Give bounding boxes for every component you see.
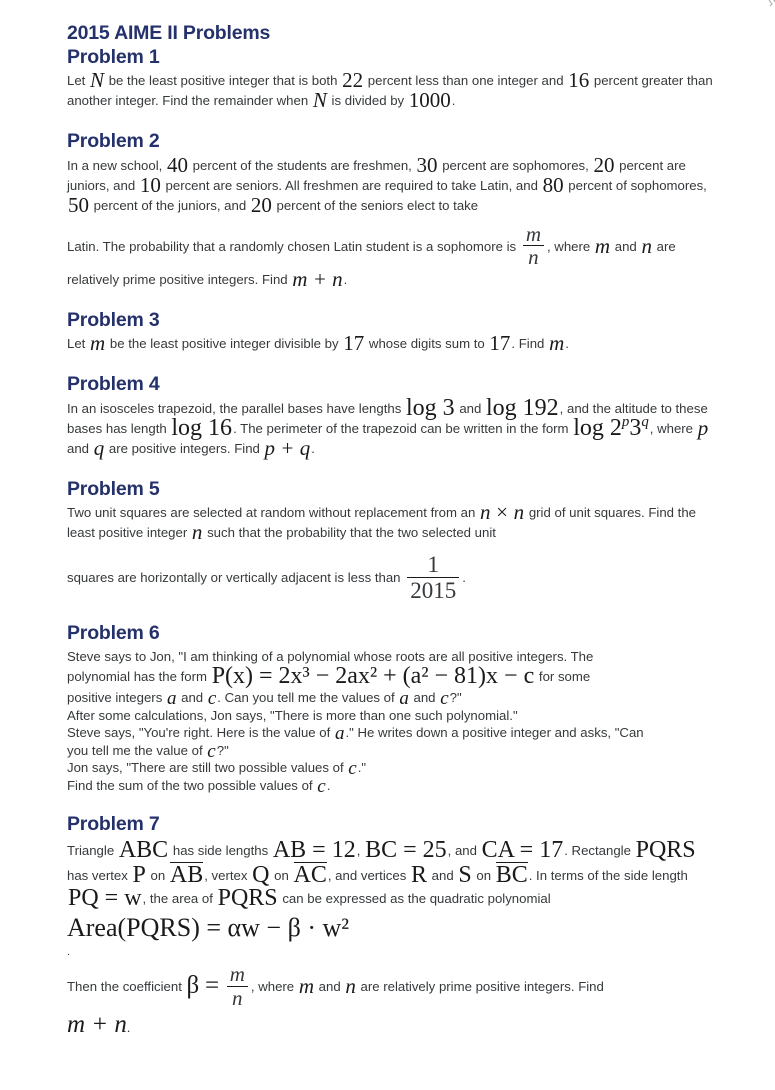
p7-rectangle-PQRS-1: PQRS (635, 837, 696, 864)
p7-seg-e: . (564, 843, 568, 859)
p2-seg-j: , where (546, 238, 591, 254)
p5-seg-f: . (462, 570, 466, 586)
p2-fraction-m-over-n (523, 221, 544, 270)
p4-seg-d: altitude to these bases has length (67, 400, 708, 436)
p7-side-length-PQ: PQ = w (68, 885, 142, 912)
p7-length-AB: AB = 12 (272, 837, 356, 864)
p7-fraction-m-over-n (227, 964, 248, 1009)
p1-seg-e: is divided by (331, 93, 405, 109)
p6-seg-l3a: positive integers (67, 690, 163, 706)
p2-var-n: n (641, 233, 652, 258)
p7-seg-k: , and vertices (327, 868, 407, 884)
p7-seg-u: are relatively prime positive integers. Find (360, 979, 604, 995)
problem-1-heading: Problem 1 (67, 45, 160, 68)
p2-value-50: 50 (68, 192, 89, 217)
p6-seg-l2a: polynomial has the form (67, 669, 208, 685)
p1-seg-f: . (451, 93, 456, 109)
p7-seg-i: , vertex (204, 868, 248, 884)
p7-seg-a: Triangle (67, 843, 115, 859)
corner-watermark-fragment-icon (745, 0, 775, 20)
p1-value-1000: 1000 (408, 88, 451, 113)
p2-expr-m-plus-n: m + n (292, 266, 343, 291)
problem-5-heading: Problem 5 (67, 477, 160, 500)
p6-var-c-2: c (440, 688, 449, 710)
problem-7-text-cont (67, 962, 715, 1010)
p6-var-a-1: a (166, 688, 177, 710)
p6-var-c-4: c (348, 758, 357, 780)
problem-6-line-4 (67, 707, 715, 725)
p2-frac-numerator: m (525, 221, 541, 246)
p6-seg-l3b: and (181, 690, 204, 706)
p7-length-BC: BC = 25 (365, 837, 447, 864)
p5-seg-c: squares. Find the least positive integer (67, 505, 696, 541)
p2-seg-k: and (614, 238, 637, 254)
p7-vertex-Q: Q (252, 862, 270, 889)
p2-value-20: 20 (593, 152, 615, 177)
p2-var-m: m (594, 233, 611, 258)
p1-var-N-1: N (90, 68, 105, 93)
p4-exponent-q: q (641, 413, 649, 430)
p4-seg-c: , and the (559, 400, 611, 416)
p7-vertex-P: P (132, 862, 146, 889)
p7-stray-period: . (67, 946, 71, 959)
p4-log-base: log 2 (573, 414, 622, 441)
p2-value-10: 10 (139, 172, 161, 197)
p6-var-c-1: c (207, 688, 217, 710)
p4-expr-p-plus-q: p + q (264, 435, 311, 460)
p4-expr-log3: log 3 (405, 394, 455, 421)
problem-7-heading: Problem 7 (67, 813, 160, 836)
p6-var-a-3: a (334, 723, 345, 745)
p7-var-n: n (345, 974, 356, 999)
p2-value-40: 40 (166, 152, 188, 177)
p2-seg-b: percent of the students are freshmen, (192, 157, 412, 173)
p2-value-80: 80 (542, 172, 564, 197)
p7-expr-m-plus-n: m + n. (67, 1011, 131, 1039)
p2-seg-c: percent are sophomores, (442, 157, 589, 173)
p2-seg-f: percent of sophomores, (568, 177, 707, 193)
p7-segment-AC: AC (293, 862, 327, 889)
problem-3-text (67, 331, 715, 356)
p1-seg-c: percent less than one integer and (367, 73, 564, 89)
p4-exponent-p: p (621, 413, 630, 430)
p1-value-16: 16 (568, 68, 590, 93)
p2-value-30: 30 (416, 152, 438, 177)
p4-var-q: q (93, 435, 105, 460)
p7-seg-h: on (150, 868, 166, 884)
p4-expr-log16: log 16 (171, 414, 233, 441)
p3-value-17-2: 17 (489, 331, 511, 356)
p6-seg-l7a: Jon says, "There are still two possible values of (67, 760, 344, 776)
p7-seg-s: , where (250, 979, 295, 995)
p7-var-m: m (298, 974, 314, 999)
p7-area-equation: Area(PQRS) = αw − β · w² (67, 913, 350, 943)
p3-var-m-2: m (549, 331, 565, 356)
p4-seg-h: and (67, 440, 90, 456)
p7-seg-b: has side lengths (172, 843, 269, 859)
p4-seg-f: form (542, 420, 569, 436)
problem-6-line-6 (67, 742, 715, 760)
p7-frac-numerator: m (229, 962, 245, 987)
problems-container (67, 22, 715, 1039)
p7-coefficient-beta: β (186, 972, 200, 1000)
problem-4-text (67, 394, 715, 460)
p7-seg-d: , and (447, 843, 477, 859)
p4-seg-b: and (459, 400, 482, 416)
p6-seg-l5b: ." He writes down a positive integer and asks, "Can (345, 725, 644, 741)
p7-vertex-S: S (458, 862, 472, 889)
p1-seg-d: percent greater than another integer. Find the remainder when (67, 73, 713, 109)
p6-seg-l2b: for some (538, 669, 591, 685)
p5-var-n-3: n (191, 520, 203, 545)
p1-seg-a: Let (67, 73, 86, 89)
p7-frac-denominator: n (227, 986, 248, 1009)
p2-seg-g: percent of the juniors, and (93, 197, 247, 213)
p5-seg-a: Two unit squares are selected at random without replacement from an (67, 505, 476, 521)
p5-seg-d: such that the probability that the two selected unit (207, 525, 496, 541)
p6-seg-l1: Steve says to Jon, "I am thinking of a polynomial whose roots are all positive integers. The (67, 648, 594, 664)
problem-7-text (67, 839, 715, 910)
p4-three: 3 (629, 414, 642, 441)
p6-polynomial-equation: P(x) = 2x³ − 2ax² + (a² − 81)x − c (211, 663, 535, 690)
p2-value-20b: 20 (250, 192, 272, 217)
p7-seg-m: on (476, 868, 492, 884)
p6-seg-l4: After some calculations, Jon says, "There is more than one such polynomial." (67, 707, 518, 723)
p2-seg-a: In a new school, (67, 157, 163, 173)
problem-6-line-5 (67, 723, 715, 745)
p6-seg-l3d: and (413, 690, 436, 706)
problem-2-text-cont (67, 221, 715, 291)
p2-seg-e: percent are seniors. All freshmen are required to take Latin, and (165, 177, 538, 193)
p7-seg-n: . In terms of the side length (528, 868, 688, 884)
p5-var-n-2: n (513, 500, 525, 525)
problem-2-heading: Problem 2 (67, 130, 160, 153)
p7-seg-f: Rectangle (571, 843, 631, 859)
p6-var-c-5: c (317, 775, 326, 797)
p5-fraction-1-over-2015 (407, 553, 459, 602)
p6-var-a-2: a (399, 688, 409, 710)
p3-seg-a: Let (67, 336, 86, 352)
p7-seg-q: expressed as the quadratic polynomial (325, 891, 551, 907)
problem-6-heading: Problem 6 (67, 622, 160, 645)
p3-seg-c: whose digits sum to (368, 336, 485, 352)
p4-var-p: p (697, 415, 709, 440)
p6-seg-l8a: Find the sum of the two possible values of (67, 777, 313, 793)
p4-expr-log192: log 192 (486, 394, 559, 421)
p6-seg-l7b: ." (357, 760, 367, 776)
p4-seg-g: , where (649, 420, 694, 436)
p7-equals-sign: = (204, 972, 220, 1000)
p4-seg-a: In an isosceles trapezoid, the parallel bases have lengths (67, 400, 402, 416)
p6-seg-l6a: you tell me the value of (67, 742, 203, 758)
p7-triangle-ABC: ABC (118, 837, 169, 864)
p6-seg-l8b: . (326, 777, 331, 793)
p7-seg-j: on (274, 868, 289, 884)
p7-seg-r: Then the coefficient (67, 979, 182, 995)
p2-seg-i: Latin. The probability that a randomly chosen Latin student is a sophomore is (67, 238, 517, 254)
p5-frac-numerator: 1 (427, 552, 439, 578)
page-title: 2015 AIME II Problems (67, 22, 271, 44)
p4-expr-log-2p3q (572, 415, 650, 441)
p7-seg-g: has vertex (67, 868, 128, 884)
problem-2-text (67, 152, 715, 217)
p3-seg-d: . Find (511, 336, 545, 352)
p3-value-17-1: 17 (343, 331, 365, 356)
p7-rectangle-PQRS-2: PQRS (217, 885, 278, 912)
p1-var-N-2: N (312, 88, 327, 113)
p7-seg-l: and (431, 868, 454, 884)
p7-seg-c: , (356, 843, 361, 859)
p5-seg-b: grid of unit (528, 505, 591, 521)
p7-seg-p: can be (282, 891, 322, 907)
p2-seg-h: percent of the seniors elect to take (276, 197, 479, 213)
p5-frac-denominator: 2015 (407, 577, 459, 602)
p2-seg-d: percent are juniors, and (67, 157, 686, 193)
problem-5-text (67, 500, 715, 545)
p3-var-m-1: m (90, 331, 106, 356)
problem-6-line-3 (67, 688, 715, 710)
p2-frac-denominator: n (523, 245, 544, 268)
p7-vertex-R: R (410, 862, 427, 889)
p6-seg-l5a: Steve says, "You're right. Here is the value of (67, 725, 331, 741)
problem-6-line-8 (67, 777, 715, 795)
p5-var-n-1: n (479, 500, 491, 525)
problem-4-heading: Problem 4 (67, 373, 160, 396)
p1-value-22: 22 (342, 68, 364, 93)
problem-5-text-cont (67, 554, 715, 603)
p2-seg-m2: . (343, 271, 348, 287)
problem-6-line-7 (67, 758, 715, 780)
p4-seg-i: are positive integers. Find (108, 440, 260, 456)
problem-1-text (67, 68, 715, 113)
p7-seg-t: and (318, 979, 341, 995)
p7-seg-o: , the area of (142, 891, 213, 907)
p5-seg-e: squares are horizontally or vertically adjacent is less than (67, 570, 401, 586)
p4-seg-e: . The perimeter of the trapezoid can be written in the (233, 420, 539, 436)
p3-seg-e: . (565, 336, 569, 352)
p7-length-CA: CA = 17 (481, 837, 564, 864)
p7-segment-BC: BC (495, 862, 528, 889)
problem-6-line-2 (67, 665, 715, 689)
p7-segment-AB: AB (169, 862, 204, 889)
p1-seg-b: be the least positive integer that is both (108, 73, 338, 89)
p6-var-c-3: c (207, 740, 216, 762)
p6-seg-l3c: . Can you tell me the values of (217, 690, 395, 706)
problem-3-heading: Problem 3 (67, 308, 160, 331)
p5-times-icon: × (496, 500, 508, 525)
p6-seg-l3e: ?" (449, 690, 462, 706)
p2-seg-l: are relatively prime positive integers. Find (67, 238, 676, 287)
p3-seg-b: be the least positive integer divisible by (109, 336, 339, 352)
p4-seg-j: . (311, 440, 315, 456)
p6-seg-l6b: ?" (216, 742, 229, 758)
